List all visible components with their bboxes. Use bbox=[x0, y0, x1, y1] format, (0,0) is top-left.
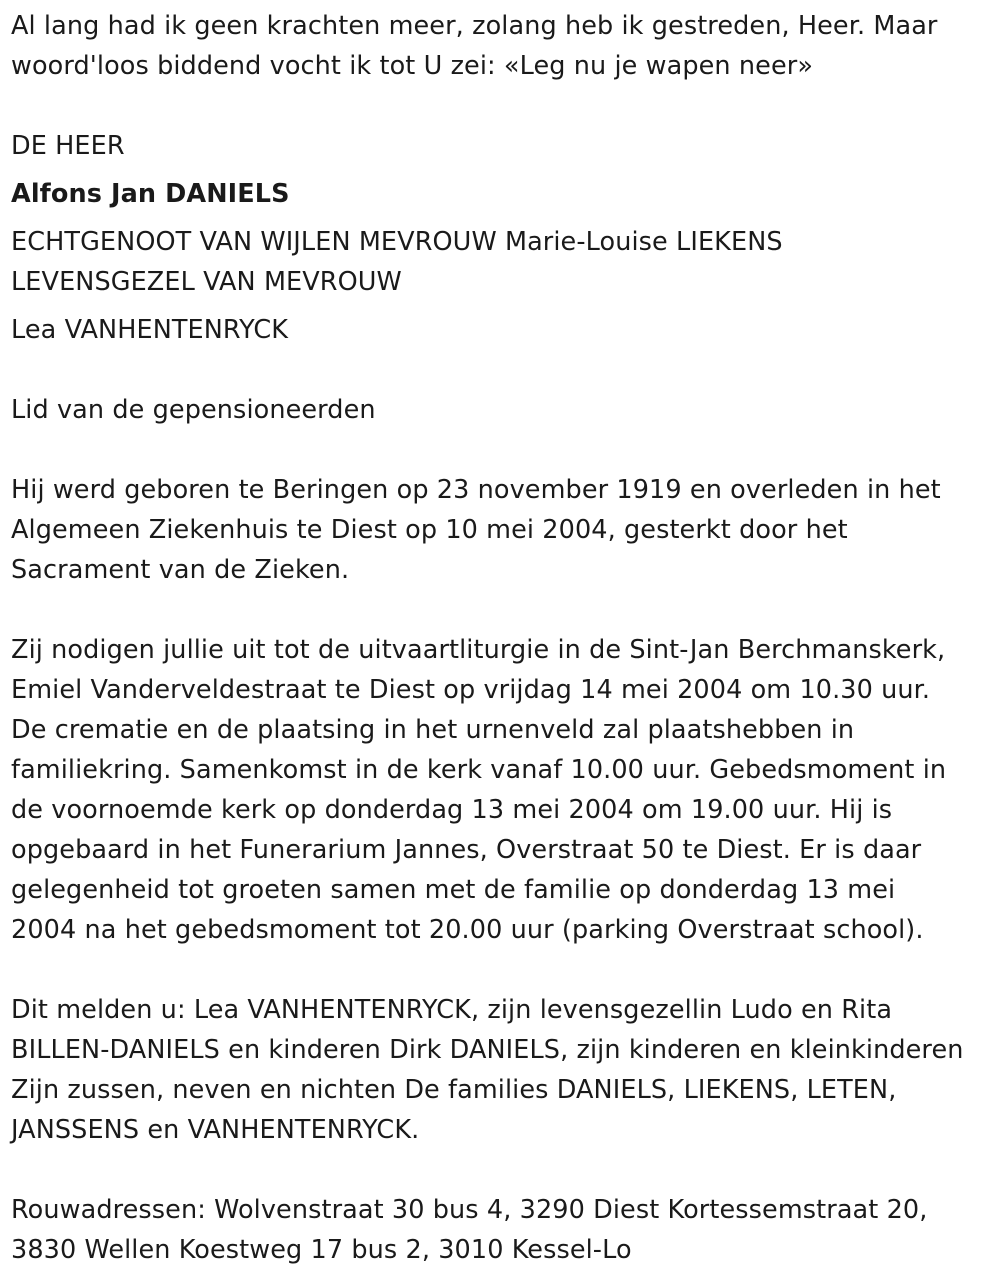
paragraph-line: Sacrament van de Zieken. bbox=[11, 555, 350, 585]
partner-name: Lea VANHENTENRYCK bbox=[11, 315, 289, 345]
addresses-paragraph bbox=[11, 1190, 991, 1270]
paragraph-line: Dit melden u: Lea VANHENTENRYCK, zijn levensgezellin Ludo en Rita bbox=[11, 995, 893, 1025]
paragraph-line: gelegenheid tot groeten samen met de familie op donderdag 13 mei bbox=[11, 875, 896, 905]
partner-label: LEVENSGEZEL VAN MEVROUW bbox=[11, 267, 402, 297]
funeral-paragraph bbox=[11, 630, 991, 950]
obituary-notice bbox=[11, 6, 991, 1270]
poem-line: Al lang had ik geen krachten meer, zolang heb ik gestreden, Heer. Maar bbox=[11, 11, 938, 41]
paragraph-line: Algemeen Ziekenhuis te Diest op 10 mei 2004, gesterkt door het bbox=[11, 515, 848, 545]
paragraph-line: BILLEN-DANIELS en kinderen Dirk DANIELS, zijn kinderen en kleinkinderen bbox=[11, 1035, 964, 1065]
paragraph-line: opgebaard in het Funerarium Jannes, Overstraat 50 te Diest. Er is daar bbox=[11, 835, 922, 865]
paragraph-line: 2004 na het gebedsmoment tot 20.00 uur (parking Overstraat school). bbox=[11, 915, 924, 945]
deceased-name: Alfons Jan DANIELS bbox=[11, 179, 290, 209]
paragraph-line: De crematie en de plaatsing in het urnenveld zal plaatshebben in bbox=[11, 715, 855, 745]
paragraph-line: Zij nodigen jullie uit tot de uitvaartliturgie in de Sint-Jan Berchmanskerk, bbox=[11, 635, 946, 665]
paragraph-line: Hij werd geboren te Beringen op 23 november 1919 en overleden in het bbox=[11, 475, 941, 505]
membership: Lid van de gepensioneerden bbox=[11, 395, 376, 425]
spouse-line: ECHTGENOOT VAN WIJLEN MEVROUW Marie-Louise LIEKENS bbox=[11, 227, 783, 257]
paragraph-line: Zijn zussen, neven en nichten De families DANIELS, LIEKENS, LETEN, bbox=[11, 1075, 897, 1105]
title: DE HEER bbox=[11, 131, 125, 161]
poem-line: woord'loos biddend vocht ik tot U zei: «Leg nu je wapen neer» bbox=[11, 51, 814, 81]
paragraph-line: 3830 Wellen Koestweg 17 bus 2, 3010 Kessel-Lo bbox=[11, 1235, 632, 1265]
paragraph-line: Emiel Vanderveldestraat te Diest op vrijdag 14 mei 2004 om 10.30 uur. bbox=[11, 675, 931, 705]
family-paragraph bbox=[11, 990, 991, 1150]
birth-death-paragraph bbox=[11, 470, 991, 590]
paragraph-line: Rouwadressen: Wolvenstraat 30 bus 4, 3290 Diest Kortessemstraat 20, bbox=[11, 1195, 928, 1225]
paragraph-line: de voornoemde kerk op donderdag 13 mei 2004 om 19.00 uur. Hij is bbox=[11, 795, 893, 825]
poem bbox=[11, 6, 991, 86]
paragraph-line: familiekring. Samenkomst in de kerk vanaf 10.00 uur. Gebedsmoment in bbox=[11, 755, 947, 785]
paragraph-line: JANSSENS en VANHENTENRYCK. bbox=[11, 1115, 420, 1145]
